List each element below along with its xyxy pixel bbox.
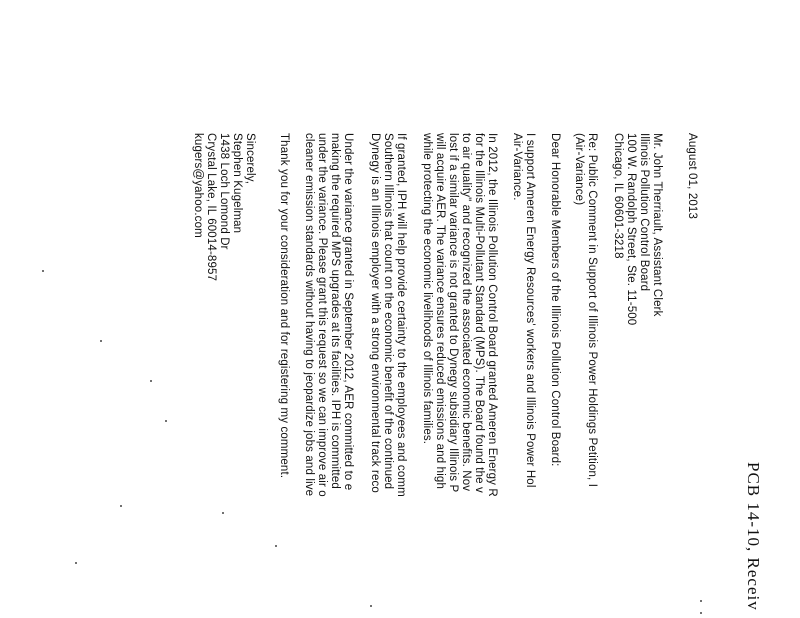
sender-street: 1438 Loch Lomond Dr bbox=[218, 133, 230, 250]
paragraph-line: under the variance. Please grant this request so we can improve air o bbox=[316, 133, 328, 497]
paragraph-line: If granted, IPH will help provide certainty to the employees and comm bbox=[395, 133, 407, 497]
paragraph-line: making the required MPS upgrades at its facilities. IPH is committed bbox=[329, 133, 341, 489]
scan-speck bbox=[700, 612, 702, 614]
recipient-org: Illinois Pollution Control Board bbox=[638, 133, 650, 292]
scan-speck bbox=[275, 545, 277, 547]
sender-email: kugers@yahoo.com bbox=[192, 133, 204, 238]
scan-speck bbox=[222, 512, 224, 514]
paragraph-line: Dynegy is an Illinois employer with a strong environmental track reco bbox=[369, 133, 381, 493]
salutation: Dear Honorable Members of the Illinois Pollution Control Board: bbox=[549, 133, 561, 467]
recipient-city: Chicago, IL 60601-3218 bbox=[612, 133, 624, 259]
scan-speck bbox=[42, 270, 44, 272]
scan-speck bbox=[165, 420, 167, 422]
paragraph-line: while protecting the economic livelihoods of Illinois families. bbox=[421, 133, 433, 445]
paragraph-line: will acquire AER. The variance ensures reduced emissions and high bbox=[434, 133, 446, 490]
scan-speck bbox=[100, 340, 102, 342]
paragraph-line: Southern Illinois that count on the economic benefit of the continued bbox=[382, 133, 394, 490]
subject-line-1: Re: Public Comment in Support of Illinois Power Holdings Petition, I bbox=[586, 133, 598, 488]
paragraph-line: Air-Variance. bbox=[511, 133, 523, 201]
received-stamp: PCB 14-10, Receiv bbox=[744, 462, 763, 611]
paragraph-line: for the Illinois Multi-Pollutant Standard (MPS). The Board found the v bbox=[473, 133, 485, 493]
paragraph-line: In 2012, the Illinois Pollution Control Board granted Ameren Energy R bbox=[486, 133, 498, 497]
subject-line-2: (Air-Variance) bbox=[573, 133, 585, 206]
scan-speck bbox=[120, 505, 122, 507]
scan-speck bbox=[150, 380, 152, 382]
paragraph-line: Under the variance granted in September 2012, AER committed to e bbox=[342, 133, 354, 491]
paragraph-line: to air quality" and recognized the associated economic benefits. Nov bbox=[460, 133, 472, 492]
paragraph-line: lost if a similar variance is not granted to Dynegy subsidiary Illinois P bbox=[447, 133, 459, 493]
letter-date: August 01, 2013 bbox=[686, 133, 698, 220]
paragraph-line: cleaner emission standards without having to jeopardize jobs and live bbox=[303, 133, 315, 497]
sender-city: Crystal Lake, IL 60014-8957 bbox=[205, 133, 217, 282]
closing-line: Thank you for your consideration and for registering my comment. bbox=[278, 133, 290, 479]
recipient-name: Mr. John Therriault, Assistant Clerk bbox=[651, 133, 663, 317]
signoff: Sincerely, bbox=[244, 133, 256, 185]
recipient-street: 100 W. Randolph Street, Ste. 11-500 bbox=[625, 133, 637, 326]
paragraph-line: I support Ameren Energy Resources' workers and Illinois Power Hol bbox=[524, 133, 536, 488]
scan-speck bbox=[370, 605, 372, 607]
scan-speck bbox=[75, 562, 77, 564]
sender-name: Stephen Kugelman bbox=[231, 133, 243, 234]
scan-speck bbox=[700, 600, 702, 602]
